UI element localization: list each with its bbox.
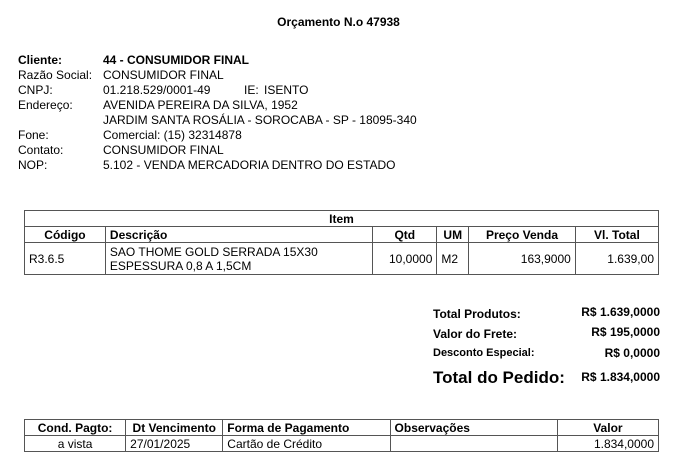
items-table bbox=[24, 210, 659, 275]
pay-obs bbox=[390, 436, 557, 452]
desconto-label: Desconto Especial: bbox=[433, 347, 535, 359]
table-row bbox=[25, 436, 659, 452]
pay-cond: a vista bbox=[25, 436, 126, 452]
valor-frete-row bbox=[433, 325, 660, 345]
item-descricao-line1: SAO THOME GOLD SERRADA 15X30 bbox=[109, 244, 318, 259]
item-total: 1.639,00 bbox=[575, 243, 658, 275]
cnpj-value: 01.218.529/0001-49 bbox=[103, 83, 211, 97]
col-header-vencimento: Dt Vencimento bbox=[126, 420, 223, 436]
endereco-line2: JARDIM SANTA ROSÁLIA - SOROCABA - SP - 18095-340 bbox=[103, 113, 417, 127]
razao-label: Razão Social: bbox=[18, 68, 93, 82]
total-produtos-label: Total Produtos: bbox=[433, 307, 521, 321]
cliente-value: 44 - CONSUMIDOR FINAL bbox=[103, 53, 250, 67]
contato-label: Contato: bbox=[18, 143, 64, 157]
item-um: M2 bbox=[437, 243, 469, 275]
col-header-um: UM bbox=[437, 227, 469, 243]
valor-frete-value: R$ 195,0000 bbox=[591, 325, 660, 339]
payment-table bbox=[24, 419, 659, 452]
totals-block bbox=[433, 305, 660, 389]
ie-value: ISENTO bbox=[264, 83, 309, 97]
col-header-forma: Forma de Pagamento bbox=[223, 420, 390, 436]
razao-value: CONSUMIDOR FINAL bbox=[103, 68, 224, 82]
ie-label: IE: bbox=[244, 83, 259, 97]
contato-value: CONSUMIDOR FINAL bbox=[103, 143, 224, 157]
col-header-obs: Observações bbox=[390, 420, 557, 436]
nop-label: NOP: bbox=[18, 158, 48, 172]
col-header-cond: Cond. Pagto: bbox=[25, 420, 126, 436]
table-row bbox=[25, 243, 659, 275]
item-descricao bbox=[105, 243, 372, 275]
col-header-codigo: Código bbox=[25, 227, 106, 243]
total-pedido-row bbox=[433, 365, 660, 389]
col-header-total: Vl. Total bbox=[575, 227, 658, 243]
cnpj-label: CNPJ: bbox=[18, 83, 53, 97]
item-preco: 163,9000 bbox=[469, 243, 576, 275]
document-title: Orçamento N.o 47938 bbox=[277, 15, 400, 29]
col-header-qtd: Qtd bbox=[373, 227, 437, 243]
desconto-value: R$ 0,0000 bbox=[604, 346, 660, 360]
col-header-preco: Preço Venda bbox=[469, 227, 576, 243]
total-produtos-row bbox=[433, 305, 660, 325]
nop-value: 5.102 - VENDA MERCADORIA DENTRO DO ESTADO bbox=[103, 158, 396, 172]
endereco-label: Endereço: bbox=[18, 98, 73, 112]
fone-value: Comercial: (15) 32314878 bbox=[103, 128, 242, 142]
col-header-valor: Valor bbox=[557, 420, 658, 436]
total-pedido-value: R$ 1.834,0000 bbox=[581, 370, 660, 384]
desconto-row bbox=[433, 345, 660, 365]
item-codigo: R3.6.5 bbox=[25, 243, 106, 275]
pay-forma: Cartão de Crédito bbox=[223, 436, 390, 452]
items-group-header: Item bbox=[25, 211, 659, 227]
pay-valor: 1.834,0000 bbox=[557, 436, 658, 452]
valor-frete-label: Valor do Frete: bbox=[433, 327, 518, 341]
fone-label: Fone: bbox=[18, 128, 49, 142]
item-qtd: 10,0000 bbox=[373, 243, 437, 275]
total-pedido-label: Total do Pedido: bbox=[433, 368, 565, 387]
endereco-line1: AVENIDA PEREIRA DA SILVA, 1952 bbox=[103, 98, 298, 112]
pay-vencimento: 27/01/2025 bbox=[126, 436, 223, 452]
total-produtos-value: R$ 1.639,0000 bbox=[581, 305, 660, 319]
col-header-descricao: Descrição bbox=[105, 227, 372, 243]
item-descricao-line2: ESPESSURA 0,8 A 1,5CM bbox=[109, 258, 252, 273]
cliente-label: Cliente: bbox=[18, 53, 63, 67]
